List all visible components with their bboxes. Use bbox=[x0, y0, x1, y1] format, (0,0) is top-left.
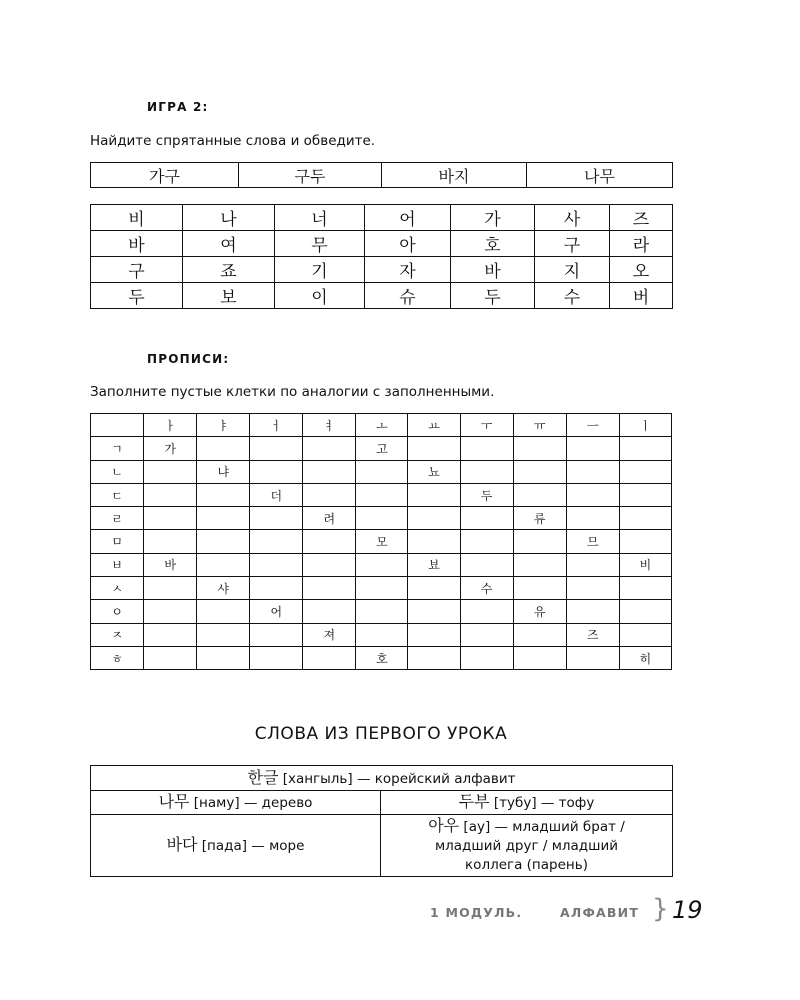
syllable-cell bbox=[619, 507, 671, 530]
grid-cell: 무 bbox=[275, 231, 365, 257]
syllable-cell bbox=[619, 577, 671, 600]
syllable-cell bbox=[619, 623, 671, 646]
syllable-cell bbox=[197, 646, 250, 669]
syllable-cell: 져 bbox=[303, 623, 356, 646]
syllable-cell bbox=[356, 600, 408, 623]
syllable-cell bbox=[566, 507, 619, 530]
syllable-cell: 모 bbox=[356, 530, 408, 553]
syllable-cell: 더 bbox=[250, 483, 303, 506]
syllable-cell bbox=[197, 553, 250, 576]
syllable-cell bbox=[566, 483, 619, 506]
syllable-cell: 가 bbox=[144, 437, 197, 460]
syllable-cell: 호 bbox=[356, 646, 408, 669]
syllable-cell bbox=[566, 600, 619, 623]
grid-row bbox=[91, 231, 673, 257]
syllable-cell bbox=[408, 623, 460, 646]
consonant-row bbox=[91, 507, 672, 530]
consonant-row bbox=[91, 437, 672, 460]
syllable-cell bbox=[408, 530, 460, 553]
consonant-row bbox=[91, 553, 672, 576]
syllable-cell bbox=[513, 553, 566, 576]
footer-module: 1 МОДУЛЬ. bbox=[430, 905, 523, 920]
grid-cell: 구 bbox=[91, 257, 183, 283]
grid-cell: 너 bbox=[275, 205, 365, 231]
consonant-row bbox=[91, 483, 672, 506]
syllable-cell bbox=[197, 600, 250, 623]
syllable-cell bbox=[566, 646, 619, 669]
grid-cell: 아 bbox=[365, 231, 451, 257]
syllable-cell bbox=[460, 530, 513, 553]
vocab-table bbox=[90, 765, 673, 877]
grid-cell: 보 bbox=[183, 283, 275, 309]
syllable-cell bbox=[460, 553, 513, 576]
vowel-header-cell: ㅠ bbox=[513, 414, 566, 437]
syllable-cell bbox=[408, 507, 460, 530]
syllable-cell bbox=[619, 460, 671, 483]
grid-cell: 오 bbox=[610, 257, 673, 283]
syllable-cell: 고 bbox=[356, 437, 408, 460]
syllable-cell bbox=[408, 600, 460, 623]
syllable-cell bbox=[408, 577, 460, 600]
syllable-cell bbox=[356, 507, 408, 530]
syllable-cell bbox=[356, 553, 408, 576]
syllable-cell: 냐 bbox=[197, 460, 250, 483]
syllable-cell bbox=[144, 530, 197, 553]
syllable-cell bbox=[356, 460, 408, 483]
syllable-cell bbox=[566, 553, 619, 576]
syllable-cell bbox=[513, 437, 566, 460]
grid-cell: 두 bbox=[451, 283, 535, 309]
word-cell: 바지 bbox=[382, 163, 527, 188]
vowel-header-cell: ㅡ bbox=[566, 414, 619, 437]
syllable-cell bbox=[197, 530, 250, 553]
consonant-row bbox=[91, 577, 672, 600]
syllable-cell: 바 bbox=[144, 553, 197, 576]
syllable-cell bbox=[513, 483, 566, 506]
vocab-entry-dubu: 두부 [тубу] — тофу bbox=[381, 791, 673, 815]
syllable-cell bbox=[408, 437, 460, 460]
syllable-cell: 두 bbox=[460, 483, 513, 506]
syllable-cell bbox=[250, 530, 303, 553]
syllable-cell bbox=[356, 577, 408, 600]
grid-cell: 나 bbox=[183, 205, 275, 231]
syllable-cell bbox=[197, 437, 250, 460]
syllable-cell bbox=[408, 646, 460, 669]
syllable-cell bbox=[303, 437, 356, 460]
syllable-cell bbox=[303, 460, 356, 483]
grid-cell: 슈 bbox=[365, 283, 451, 309]
grid-cell: 두 bbox=[91, 283, 183, 309]
consonant-row bbox=[91, 623, 672, 646]
syllable-cell bbox=[197, 623, 250, 646]
footer-section: АЛФАВИТ bbox=[560, 905, 640, 920]
grid-cell: 지 bbox=[535, 257, 610, 283]
vowel-header-cell: ㅜ bbox=[460, 414, 513, 437]
consonant-header-cell: ㄴ bbox=[91, 460, 144, 483]
syllable-cell: 뇨 bbox=[408, 460, 460, 483]
syllable-cell bbox=[144, 646, 197, 669]
corner-cell bbox=[91, 414, 144, 437]
syllable-cell: 수 bbox=[460, 577, 513, 600]
grid-cell: 죠 bbox=[183, 257, 275, 283]
grid-cell: 가 bbox=[451, 205, 535, 231]
syllable-cell bbox=[250, 507, 303, 530]
syllable-cell: 어 bbox=[250, 600, 303, 623]
vowel-header-cell: ㅑ bbox=[197, 414, 250, 437]
vowel-header-cell: ㅏ bbox=[144, 414, 197, 437]
consonant-row bbox=[91, 530, 672, 553]
syllable-cell bbox=[566, 437, 619, 460]
vocab-title: СЛОВА ИЗ ПЕРВОГО УРОКА bbox=[254, 724, 508, 744]
syllable-cell bbox=[460, 507, 513, 530]
writing-instruction: Заполните пустые клетки по аналогии с заполненными. bbox=[90, 384, 495, 400]
vocab-entry-namu: 나무 [наму] — дерево bbox=[91, 791, 381, 815]
grid-cell: 바 bbox=[451, 257, 535, 283]
syllable-cell bbox=[303, 483, 356, 506]
word-cell: 가구 bbox=[91, 163, 239, 188]
consonant-row bbox=[91, 646, 672, 669]
syllable-cell bbox=[460, 460, 513, 483]
grid-row bbox=[91, 283, 673, 309]
syllable-cell bbox=[513, 530, 566, 553]
syllable-cell bbox=[619, 437, 671, 460]
syllable-cell bbox=[619, 530, 671, 553]
syllable-cell bbox=[144, 623, 197, 646]
syllable-cell bbox=[144, 483, 197, 506]
grid-cell: 구 bbox=[535, 231, 610, 257]
consonant-header-cell: ㄹ bbox=[91, 507, 144, 530]
syllable-cell bbox=[303, 577, 356, 600]
consonant-header-cell: ㅎ bbox=[91, 646, 144, 669]
vowel-header-cell: ㅓ bbox=[250, 414, 303, 437]
grid-cell: 즈 bbox=[610, 205, 673, 231]
syllable-cell bbox=[303, 600, 356, 623]
syllable-cell: 유 bbox=[513, 600, 566, 623]
word-cell: 구두 bbox=[239, 163, 382, 188]
page-number: 19 bbox=[672, 896, 703, 924]
vowel-header-row bbox=[91, 414, 672, 437]
vowel-header-cell: ㅗ bbox=[356, 414, 408, 437]
consonant-header-cell: ㅂ bbox=[91, 553, 144, 576]
syllable-cell: 히 bbox=[619, 646, 671, 669]
grid-row bbox=[91, 205, 673, 231]
vocab-entry-au: 아우 [ау] — младший брат / младший друг / младший коллега (парень) bbox=[381, 815, 673, 877]
syllable-cell bbox=[144, 577, 197, 600]
syllable-cell bbox=[250, 646, 303, 669]
word-list-table bbox=[90, 162, 673, 188]
syllable-cell: 즈 bbox=[566, 623, 619, 646]
syllable-cell: 샤 bbox=[197, 577, 250, 600]
syllable-cell bbox=[356, 483, 408, 506]
syllable-cell bbox=[303, 646, 356, 669]
footer-brace-icon: } bbox=[652, 894, 669, 924]
syllable-cell bbox=[566, 460, 619, 483]
vocab-entry-bada: 바다 [пада] — море bbox=[91, 815, 381, 877]
consonant-row bbox=[91, 460, 672, 483]
syllable-cell bbox=[513, 577, 566, 600]
syllable-cell bbox=[356, 623, 408, 646]
syllable-cell bbox=[303, 553, 356, 576]
grid-cell: 바 bbox=[91, 231, 183, 257]
syllable-cell bbox=[460, 646, 513, 669]
grid-cell: 여 bbox=[183, 231, 275, 257]
syllable-cell bbox=[460, 600, 513, 623]
syllable-cell bbox=[250, 460, 303, 483]
game-instruction: Найдите спрятанные слова и обведите. bbox=[90, 133, 376, 149]
syllable-cell bbox=[408, 483, 460, 506]
syllable-cell: 비 bbox=[619, 553, 671, 576]
grid-cell: 비 bbox=[91, 205, 183, 231]
syllable-cell bbox=[566, 577, 619, 600]
syllable-cell bbox=[460, 623, 513, 646]
consonant-header-cell: ㅁ bbox=[91, 530, 144, 553]
grid-cell: 어 bbox=[365, 205, 451, 231]
vowel-header-cell: ㅕ bbox=[303, 414, 356, 437]
syllable-cell bbox=[460, 437, 513, 460]
grid-cell: 수 bbox=[535, 283, 610, 309]
consonant-header-cell: ㅅ bbox=[91, 577, 144, 600]
syllable-cell bbox=[513, 460, 566, 483]
grid-cell: 이 bbox=[275, 283, 365, 309]
syllable-cell bbox=[513, 623, 566, 646]
writing-grid bbox=[90, 413, 672, 670]
grid-cell: 자 bbox=[365, 257, 451, 283]
syllable-cell bbox=[144, 460, 197, 483]
vowel-header-cell: ㅛ bbox=[408, 414, 460, 437]
grid-cell: 라 bbox=[610, 231, 673, 257]
syllable-cell bbox=[250, 577, 303, 600]
grid-cell: 기 bbox=[275, 257, 365, 283]
vocab-entry-hangul: 한글 [хангыль] — корейский алфавит bbox=[91, 766, 673, 791]
writing-heading: ПРОПИСИ: bbox=[147, 352, 230, 366]
syllable-cell bbox=[144, 600, 197, 623]
syllable-cell: 뵤 bbox=[408, 553, 460, 576]
grid-cell: 호 bbox=[451, 231, 535, 257]
consonant-header-cell: ㄷ bbox=[91, 483, 144, 506]
syllable-cell bbox=[250, 623, 303, 646]
grid-cell: 버 bbox=[610, 283, 673, 309]
syllable-cell bbox=[250, 437, 303, 460]
syllable-cell bbox=[144, 507, 197, 530]
consonant-row bbox=[91, 600, 672, 623]
syllable-cell bbox=[197, 483, 250, 506]
syllable-cell: 류 bbox=[513, 507, 566, 530]
syllable-cell bbox=[619, 600, 671, 623]
grid-cell: 사 bbox=[535, 205, 610, 231]
syllable-cell bbox=[619, 483, 671, 506]
syllable-cell bbox=[303, 530, 356, 553]
syllable-cell bbox=[197, 507, 250, 530]
syllable-cell: 려 bbox=[303, 507, 356, 530]
word-cell: 나무 bbox=[527, 163, 673, 188]
consonant-header-cell: ㄱ bbox=[91, 437, 144, 460]
syllable-cell bbox=[250, 553, 303, 576]
grid-row bbox=[91, 257, 673, 283]
syllable-cell: 므 bbox=[566, 530, 619, 553]
consonant-header-cell: ㅈ bbox=[91, 623, 144, 646]
syllable-cell bbox=[513, 646, 566, 669]
word-search-grid bbox=[90, 204, 673, 309]
consonant-header-cell: ㅇ bbox=[91, 600, 144, 623]
vowel-header-cell: ㅣ bbox=[619, 414, 671, 437]
game-heading: ИГРА 2: bbox=[147, 100, 209, 114]
